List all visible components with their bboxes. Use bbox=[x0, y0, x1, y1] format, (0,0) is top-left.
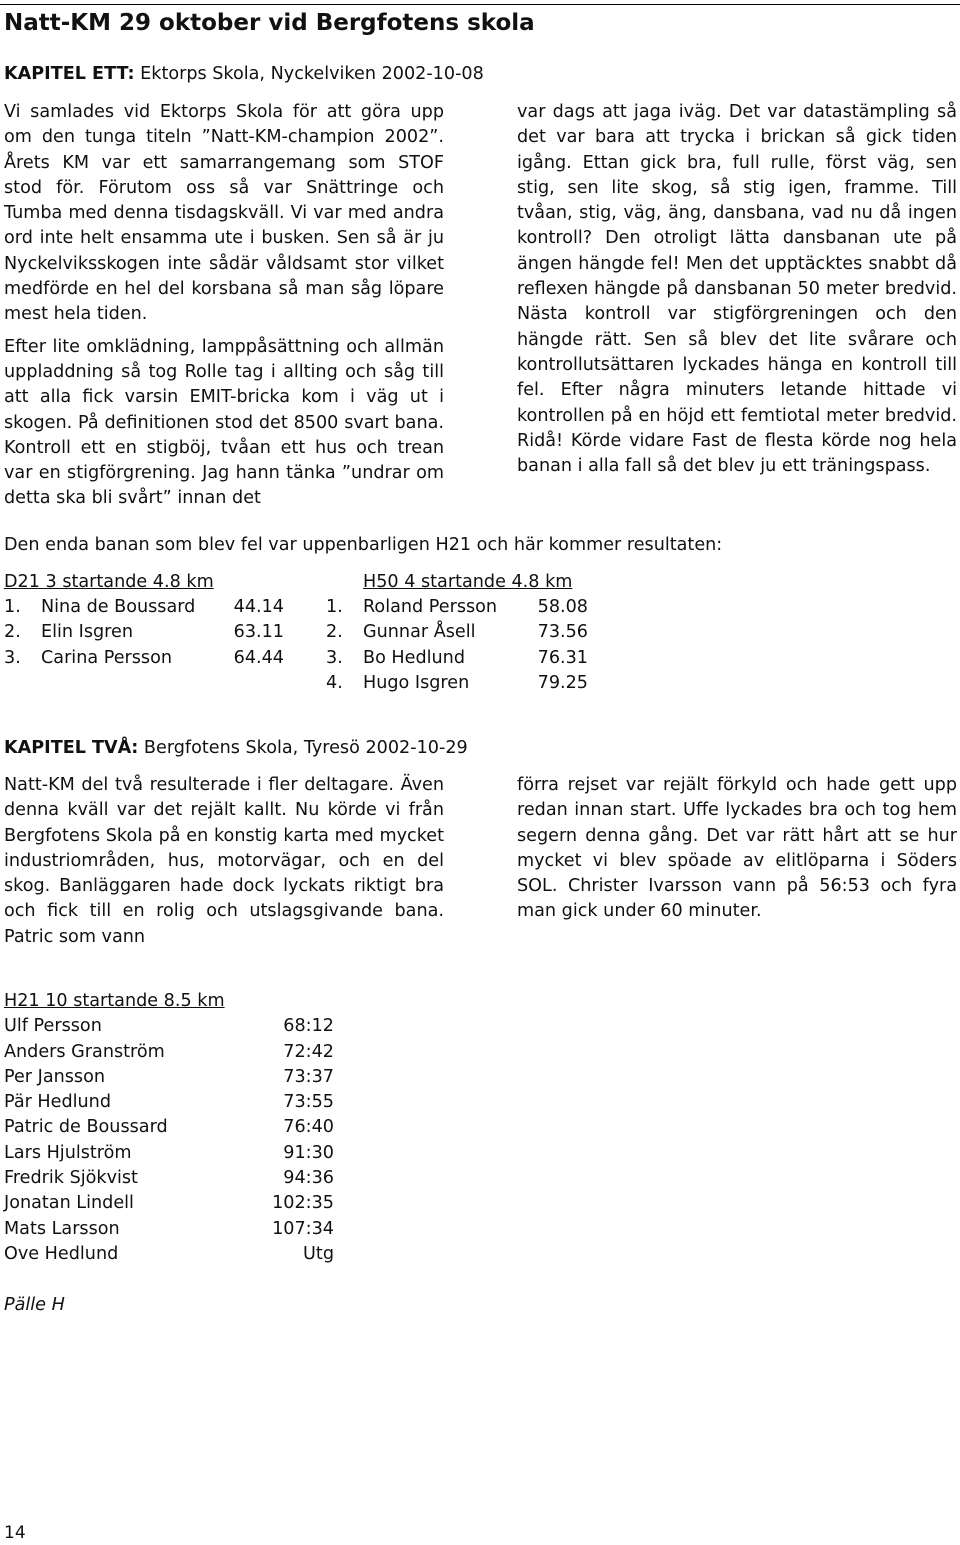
table-row bbox=[4, 595, 294, 620]
runner-name: Mats Larsson bbox=[4, 1218, 120, 1239]
top-rule bbox=[0, 4, 960, 5]
position: 1. bbox=[326, 597, 343, 618]
page-title: Natt-KM 29 oktober vid Bergfotens skola bbox=[4, 10, 535, 36]
runner-name: Per Jansson bbox=[4, 1066, 106, 1087]
table-row bbox=[4, 1191, 334, 1216]
runner-time: 58.08 bbox=[537, 597, 588, 618]
runner-name: Elin Isgren bbox=[41, 622, 133, 643]
runner-name: Fredrik Sjökvist bbox=[4, 1168, 138, 1189]
chapter-two-paragraph-2: förra rejset var rejält förkyld och hade gett upp redan innan start. Uffe lyckades bra och tog hem segern denna gång. Det var rätt hårt att se hur mycket vi blev spöade av elitlöparna i Söders SOL. Christer Ivarsson vann på 56:53 och fyra man gick under 60 minuter. bbox=[517, 775, 957, 922]
chapter-two-paragraph-1: Natt-KM del två resulterade i fler deltagare. Även denna kväll var det rejält kallt. Nu körde vi från Bergfotens Skola på en konstig karta med mycket industriområden, hus, motorvägar, och en del skog. Banläggaren hade dock lyckats riktigt bra och fick till en rolig och utslagsgivande bana. Patric som vann bbox=[4, 775, 444, 947]
runner-time: 91:30 bbox=[283, 1142, 334, 1163]
chapter-one-paragraph-1: Vi samlades vid Ektorps Skola för att göra upp om den tunga titeln ”Natt-KM-champion 2002”. Årets KM var ett samarrangemang som STOF stod för. Förutom oss så var Snättringe och Tumba med denna tisdagskväll. Vi var med andra ord inte helt ensamma ute i busken. Sen så är ju Nyckelviksskogen inte sådär våldsamt stor vilket medförde en hel del korsbana så man såg löpare mest hela tiden. bbox=[4, 102, 444, 325]
runner-name: Pär Hedlund bbox=[4, 1092, 112, 1113]
table-row bbox=[4, 646, 294, 671]
table-row bbox=[4, 1090, 334, 1115]
position: 3. bbox=[326, 647, 343, 668]
runner-name: Gunnar Åsell bbox=[363, 622, 476, 643]
runner-time: 72:42 bbox=[283, 1041, 334, 1062]
chapter-one-label: KAPITEL ETT: bbox=[4, 64, 135, 84]
table-row bbox=[4, 1242, 334, 1267]
author-signature: Pälle H bbox=[4, 1295, 65, 1315]
table-row bbox=[4, 1014, 334, 1039]
table-row bbox=[4, 1141, 334, 1166]
table-row bbox=[4, 1115, 334, 1140]
chapter-two-right-column bbox=[517, 773, 957, 925]
runner-name: Patric de Boussard bbox=[4, 1117, 168, 1138]
table-row bbox=[326, 620, 606, 645]
runner-time: 94:36 bbox=[283, 1168, 334, 1189]
runner-name: Roland Persson bbox=[363, 597, 498, 618]
runner-time: 64.44 bbox=[233, 647, 284, 668]
runner-name: Hugo Isgren bbox=[363, 672, 470, 693]
runner-time: 44.14 bbox=[233, 597, 284, 618]
runner-time: 68:12 bbox=[283, 1016, 334, 1037]
runner-name: Anders Granström bbox=[4, 1041, 165, 1062]
runner-time: 73:55 bbox=[283, 1092, 334, 1113]
chapter-one-left-column bbox=[4, 100, 444, 512]
runner-time: 102:35 bbox=[272, 1193, 334, 1214]
position: 2. bbox=[4, 622, 21, 643]
runner-time: Utg bbox=[303, 1243, 334, 1264]
chapter-two-left-column bbox=[4, 773, 444, 950]
table-row bbox=[326, 671, 606, 696]
position: 1. bbox=[4, 597, 21, 618]
position: 2. bbox=[326, 622, 343, 643]
results-d21 bbox=[4, 570, 294, 671]
runner-time: 63.11 bbox=[233, 622, 284, 643]
chapter-one-subtitle: Ektorps Skola, Nyckelviken 2002-10-08 bbox=[134, 64, 484, 84]
chapter-two-heading bbox=[4, 736, 468, 761]
chapter-one-paragraph-3: var dags att jaga iväg. Det var datastämpling så det var bara att trycka i brickan så gick tiden igång. Ettan gick bra, full rulle, först väg, sen stig, sen lite skog, så stig igen, framme. Till tvåan, stig, väg, äng, dansbana, vad nu då ingen kontroll? Den otroligt lätta dansbanan ute på ängen hängde fel! Men det upptäcktes snabbt då reflexen hängde på dansbanan 50 meter bredvid. Nästa kontroll var stigförgreningen och den hängde rätt. Sen så blev det lite svårare och kontrollutsättaren lyckades hänga en kontroll till fel. Efter några minuters letande hittade vi kontrollen på en höjd ett femtiotal meter bredvid. Ridå! Körde vidare Fast de flesta körde nog hela banan i alla fall så det blev ju ett träningspass. bbox=[517, 102, 957, 477]
chapter-one-paragraph-2: Efter lite omklädning, lamppåsättning och allmän uppladdning så tog Rolle tag i allting och såg till att alla fick varsin EMIT-bricka kom i väg ut i skogen. På definitionen stod det 8500 svart bana. Kontroll ett en stigböj, tvåan ett hus och trean var en stigförgrening. Jag hann tänka ”undrar om detta ska bli svårt” innan det bbox=[4, 336, 444, 509]
runner-time: 76.31 bbox=[537, 647, 588, 668]
runner-name: Bo Hedlund bbox=[363, 647, 466, 668]
runner-time: 107:34 bbox=[272, 1218, 334, 1239]
results-intro: Den enda banan som blev fel var uppenbarligen H21 och här kommer resultaten: bbox=[4, 535, 723, 555]
chapter-one-right-column bbox=[517, 100, 957, 479]
position: 3. bbox=[4, 647, 21, 668]
runner-time: 79.25 bbox=[537, 672, 588, 693]
runner-time: 73:37 bbox=[283, 1066, 334, 1087]
runner-name: Ove Hedlund bbox=[4, 1243, 119, 1264]
results-d21-header: D21 3 startande 4.8 km bbox=[4, 572, 214, 592]
results-h50-header: H50 4 startande 4.8 km bbox=[363, 572, 573, 592]
runner-name: Nina de Boussard bbox=[41, 597, 196, 618]
results-h50 bbox=[326, 570, 606, 696]
position: 4. bbox=[326, 672, 343, 693]
runner-name: Jonatan Lindell bbox=[4, 1193, 134, 1214]
runner-name: Carina Persson bbox=[41, 647, 172, 668]
page-number: 14 bbox=[4, 1523, 26, 1543]
runner-time: 73.56 bbox=[537, 622, 588, 643]
table-row bbox=[4, 1065, 334, 1090]
table-row bbox=[4, 620, 294, 645]
table-row bbox=[326, 595, 606, 620]
chapter-one-heading bbox=[4, 62, 484, 87]
results-h21-header: H21 10 startande 8.5 km bbox=[4, 991, 225, 1011]
table-row bbox=[4, 1040, 334, 1065]
chapter-two-subtitle: Bergfotens Skola, Tyresö 2002-10-29 bbox=[138, 738, 468, 758]
chapter-two-label: KAPITEL TVÅ: bbox=[4, 738, 139, 758]
runner-name: Ulf Persson bbox=[4, 1016, 102, 1037]
table-row bbox=[326, 646, 606, 671]
runner-time: 76:40 bbox=[283, 1117, 334, 1138]
results-h21 bbox=[4, 989, 334, 1267]
table-row bbox=[4, 1166, 334, 1191]
table-row bbox=[4, 1217, 334, 1242]
runner-name: Lars Hjulström bbox=[4, 1142, 132, 1163]
